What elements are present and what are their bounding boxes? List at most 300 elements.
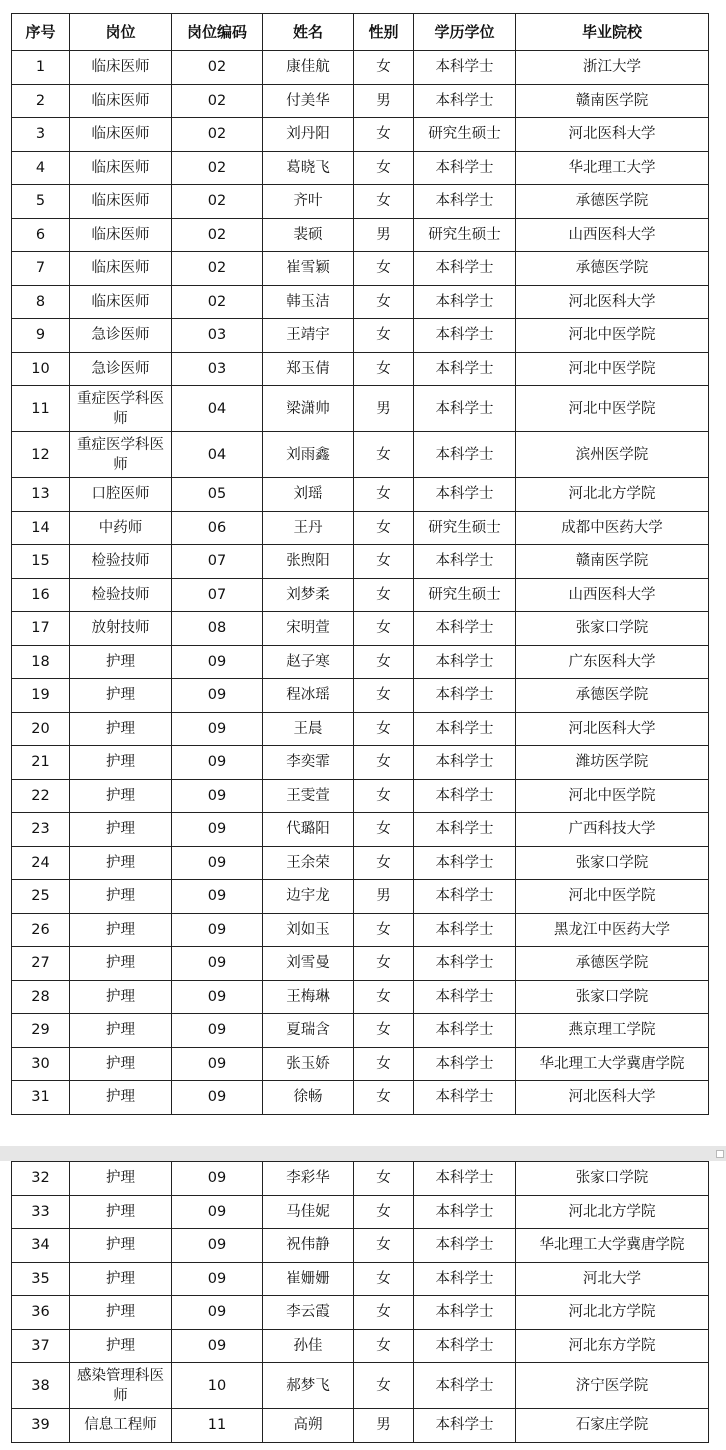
- table-row: [12, 1014, 709, 1048]
- cell-name: 王靖宇: [263, 319, 354, 353]
- cell-name: 郝梦飞: [263, 1363, 354, 1409]
- cell-degree: 本科学士: [414, 1014, 516, 1048]
- cell-post: 感染管理科医师: [70, 1363, 172, 1409]
- cell-index: 13: [12, 478, 70, 512]
- cell-gender: 女: [354, 352, 414, 386]
- cell-gender: 女: [354, 947, 414, 981]
- cell-index: 16: [12, 578, 70, 612]
- cell-school: 河北中医学院: [516, 386, 709, 432]
- cell-index: 37: [12, 1329, 70, 1363]
- table-row: [12, 511, 709, 545]
- cell-name: 张煦阳: [263, 545, 354, 579]
- cell-post-code: 09: [172, 1081, 263, 1115]
- cell-post: 临床医师: [70, 218, 172, 252]
- cell-gender: 女: [354, 980, 414, 1014]
- cell-index: 10: [12, 352, 70, 386]
- cell-school: 河北医科大学: [516, 1081, 709, 1115]
- cell-degree: 本科学士: [414, 1081, 516, 1115]
- cell-degree: 本科学士: [414, 151, 516, 185]
- cell-post-code: 02: [172, 185, 263, 219]
- cell-index: 17: [12, 612, 70, 646]
- cell-post-code: 09: [172, 1329, 263, 1363]
- table-row: [12, 578, 709, 612]
- cell-school: 黑龙江中医药大学: [516, 913, 709, 947]
- cell-post-code: 09: [172, 679, 263, 713]
- cell-index: 29: [12, 1014, 70, 1048]
- cell-degree: 本科学士: [414, 478, 516, 512]
- cell-post: 护理: [70, 980, 172, 1014]
- header-row: [12, 14, 709, 51]
- table-row: [12, 185, 709, 219]
- cell-index: 8: [12, 285, 70, 319]
- cell-gender: 女: [354, 1296, 414, 1330]
- cell-school: 赣南医学院: [516, 545, 709, 579]
- cell-name: 刘瑶: [263, 478, 354, 512]
- cell-school: 河北医科大学: [516, 118, 709, 152]
- cell-index: 19: [12, 679, 70, 713]
- cell-school: 石家庄学院: [516, 1409, 709, 1443]
- cell-degree: 研究生硕士: [414, 511, 516, 545]
- cell-index: 24: [12, 846, 70, 880]
- cell-degree: 本科学士: [414, 545, 516, 579]
- cell-gender: 女: [354, 612, 414, 646]
- cell-index: 3: [12, 118, 70, 152]
- cell-post: 临床医师: [70, 185, 172, 219]
- cell-post: 临床医师: [70, 252, 172, 286]
- cell-post-code: 04: [172, 432, 263, 478]
- cell-school: 华北理工大学冀唐学院: [516, 1229, 709, 1263]
- cell-post-code: 11: [172, 1409, 263, 1443]
- cell-gender: 女: [354, 578, 414, 612]
- cell-post-code: 03: [172, 319, 263, 353]
- cell-index: 34: [12, 1229, 70, 1263]
- cell-school: 河北北方学院: [516, 478, 709, 512]
- table-row: [12, 1296, 709, 1330]
- cell-post-code: 08: [172, 612, 263, 646]
- cell-post: 急诊医师: [70, 319, 172, 353]
- cell-index: 38: [12, 1363, 70, 1409]
- header-cell-school: 毕业院校: [516, 14, 709, 51]
- cell-post: 临床医师: [70, 118, 172, 152]
- cell-post-code: 06: [172, 511, 263, 545]
- cell-post: 检验技师: [70, 545, 172, 579]
- cell-post: 护理: [70, 846, 172, 880]
- cell-school: 济宁医学院: [516, 1363, 709, 1409]
- table-row: [12, 1162, 709, 1196]
- cell-name: 刘雪曼: [263, 947, 354, 981]
- cell-index: 20: [12, 712, 70, 746]
- cell-name: 张玉娇: [263, 1047, 354, 1081]
- cell-post-code: 09: [172, 913, 263, 947]
- table-row: [12, 712, 709, 746]
- table-row: [12, 880, 709, 914]
- cell-school: 承德医学院: [516, 947, 709, 981]
- cell-index: 33: [12, 1195, 70, 1229]
- cell-degree: 本科学士: [414, 1195, 516, 1229]
- cell-degree: 本科学士: [414, 880, 516, 914]
- cell-degree: 本科学士: [414, 846, 516, 880]
- cell-degree: 本科学士: [414, 813, 516, 847]
- cell-name: 齐叶: [263, 185, 354, 219]
- cell-name: 高朔: [263, 1409, 354, 1443]
- cell-name: 夏瑞含: [263, 1014, 354, 1048]
- table-row: [12, 947, 709, 981]
- cell-name: 王梅琳: [263, 980, 354, 1014]
- cell-name: 王晨: [263, 712, 354, 746]
- cell-school: 河北北方学院: [516, 1296, 709, 1330]
- table-row: [12, 779, 709, 813]
- cell-gender: 女: [354, 285, 414, 319]
- cell-post: 护理: [70, 1014, 172, 1048]
- cell-degree: 本科学士: [414, 1162, 516, 1196]
- cell-index: 22: [12, 779, 70, 813]
- cell-post-code: 09: [172, 813, 263, 847]
- table-row: [12, 118, 709, 152]
- cell-gender: 男: [354, 880, 414, 914]
- cell-degree: 本科学士: [414, 612, 516, 646]
- cell-degree: 研究生硕士: [414, 118, 516, 152]
- header-cell-gender: 性别: [354, 14, 414, 51]
- cell-school: 张家口学院: [516, 980, 709, 1014]
- cell-name: 祝伟静: [263, 1229, 354, 1263]
- cell-post-code: 09: [172, 1229, 263, 1263]
- cell-post-code: 04: [172, 386, 263, 432]
- cell-gender: 女: [354, 1329, 414, 1363]
- cell-index: 2: [12, 84, 70, 118]
- cell-post-code: 05: [172, 478, 263, 512]
- cell-school: 河北医科大学: [516, 285, 709, 319]
- roster-table-page-1: [11, 13, 709, 1115]
- cell-post: 护理: [70, 1081, 172, 1115]
- cell-post: 临床医师: [70, 84, 172, 118]
- cell-post: 重症医学科医师: [70, 386, 172, 432]
- cell-name: 刘如玉: [263, 913, 354, 947]
- cell-index: 26: [12, 913, 70, 947]
- cell-gender: 女: [354, 1047, 414, 1081]
- cell-gender: 女: [354, 746, 414, 780]
- table-row: [12, 252, 709, 286]
- cell-index: 23: [12, 813, 70, 847]
- cell-gender: 女: [354, 1014, 414, 1048]
- table-row: [12, 386, 709, 432]
- cell-gender: 女: [354, 813, 414, 847]
- cell-gender: 女: [354, 478, 414, 512]
- cell-name: 崔姗姗: [263, 1262, 354, 1296]
- cell-index: 6: [12, 218, 70, 252]
- cell-school: 潍坊医学院: [516, 746, 709, 780]
- cell-post-code: 09: [172, 846, 263, 880]
- cell-post: 放射技师: [70, 612, 172, 646]
- table-row: [12, 612, 709, 646]
- cell-gender: 女: [354, 779, 414, 813]
- table-row: [12, 319, 709, 353]
- table-row: [12, 1229, 709, 1263]
- cell-school: 河北大学: [516, 1262, 709, 1296]
- cell-post-code: 07: [172, 545, 263, 579]
- cell-name: 王余荣: [263, 846, 354, 880]
- cell-post-code: 09: [172, 1262, 263, 1296]
- table-row: [12, 84, 709, 118]
- cell-gender: 女: [354, 645, 414, 679]
- cell-post: 护理: [70, 746, 172, 780]
- cell-name: 刘丹阳: [263, 118, 354, 152]
- cell-degree: 本科学士: [414, 1329, 516, 1363]
- cell-gender: 女: [354, 1262, 414, 1296]
- cell-name: 程冰瑶: [263, 679, 354, 713]
- cell-school: 承德医学院: [516, 679, 709, 713]
- table-row: [12, 679, 709, 713]
- cell-gender: 女: [354, 511, 414, 545]
- cell-gender: 男: [354, 1409, 414, 1443]
- cell-degree: 本科学士: [414, 432, 516, 478]
- table-row: [12, 1329, 709, 1363]
- table-row: [12, 1081, 709, 1115]
- cell-post: 护理: [70, 1262, 172, 1296]
- cell-name: 刘梦柔: [263, 578, 354, 612]
- cell-gender: 女: [354, 1195, 414, 1229]
- table-row: [12, 746, 709, 780]
- cell-gender: 女: [354, 319, 414, 353]
- cell-index: 5: [12, 185, 70, 219]
- cell-gender: 女: [354, 1363, 414, 1409]
- page-break: [0, 1146, 726, 1161]
- cell-index: 36: [12, 1296, 70, 1330]
- table-row: [12, 813, 709, 847]
- header-cell-post: 岗位: [70, 14, 172, 51]
- cell-post: 护理: [70, 779, 172, 813]
- cell-gender: 女: [354, 252, 414, 286]
- cell-school: 河北北方学院: [516, 1195, 709, 1229]
- cell-index: 14: [12, 511, 70, 545]
- cell-school: 成都中医药大学: [516, 511, 709, 545]
- cell-post: 口腔医师: [70, 478, 172, 512]
- cell-name: 代璐阳: [263, 813, 354, 847]
- cell-gender: 女: [354, 679, 414, 713]
- cell-name: 崔雪颖: [263, 252, 354, 286]
- cell-post-code: 02: [172, 84, 263, 118]
- cell-school: 河北医科大学: [516, 712, 709, 746]
- cell-name: 李彩华: [263, 1162, 354, 1196]
- cell-gender: 女: [354, 913, 414, 947]
- cell-degree: 本科学士: [414, 1409, 516, 1443]
- cell-index: 35: [12, 1262, 70, 1296]
- cell-school: 张家口学院: [516, 846, 709, 880]
- cell-post: 护理: [70, 679, 172, 713]
- cell-degree: 本科学士: [414, 386, 516, 432]
- cell-post-code: 02: [172, 252, 263, 286]
- cell-degree: 研究生硕士: [414, 218, 516, 252]
- cell-school: 山西医科大学: [516, 218, 709, 252]
- cell-gender: 女: [354, 1162, 414, 1196]
- cell-post: 护理: [70, 1296, 172, 1330]
- cell-name: 徐畅: [263, 1081, 354, 1115]
- cell-degree: 本科学士: [414, 1047, 516, 1081]
- cell-gender: 男: [354, 386, 414, 432]
- cell-post-code: 09: [172, 712, 263, 746]
- cell-school: 承德医学院: [516, 252, 709, 286]
- cell-gender: 女: [354, 846, 414, 880]
- table-row: [12, 1047, 709, 1081]
- cell-index: 25: [12, 880, 70, 914]
- cell-school: 河北中医学院: [516, 352, 709, 386]
- cell-degree: 本科学士: [414, 712, 516, 746]
- cell-index: 32: [12, 1162, 70, 1196]
- cell-post: 护理: [70, 813, 172, 847]
- cell-post: 急诊医师: [70, 352, 172, 386]
- cell-post-code: 02: [172, 151, 263, 185]
- cell-index: 1: [12, 51, 70, 85]
- cell-name: 宋明萱: [263, 612, 354, 646]
- cell-post-code: 10: [172, 1363, 263, 1409]
- header-cell-name: 姓名: [263, 14, 354, 51]
- cell-index: 15: [12, 545, 70, 579]
- table-body-page-1: [12, 51, 709, 1115]
- table-row: [12, 545, 709, 579]
- cell-school: 河北中医学院: [516, 779, 709, 813]
- cell-school: 广西科技大学: [516, 813, 709, 847]
- cell-gender: 女: [354, 118, 414, 152]
- cell-post: 护理: [70, 947, 172, 981]
- cell-degree: 本科学士: [414, 285, 516, 319]
- cell-gender: 男: [354, 84, 414, 118]
- cell-name: 付美华: [263, 84, 354, 118]
- cell-degree: 本科学士: [414, 185, 516, 219]
- cell-index: 9: [12, 319, 70, 353]
- cell-post: 临床医师: [70, 151, 172, 185]
- cell-degree: 研究生硕士: [414, 578, 516, 612]
- cell-degree: 本科学士: [414, 1296, 516, 1330]
- cell-school: 承德医学院: [516, 185, 709, 219]
- cell-post: 护理: [70, 645, 172, 679]
- cell-post-code: 09: [172, 947, 263, 981]
- cell-name: 裴硕: [263, 218, 354, 252]
- cell-post: 护理: [70, 1162, 172, 1196]
- cell-school: 河北中医学院: [516, 319, 709, 353]
- cell-degree: 本科学士: [414, 779, 516, 813]
- cell-name: 刘雨鑫: [263, 432, 354, 478]
- cell-name: 郑玉倩: [263, 352, 354, 386]
- cell-gender: 女: [354, 545, 414, 579]
- cell-post-code: 09: [172, 1014, 263, 1048]
- cell-gender: 女: [354, 51, 414, 85]
- cell-degree: 本科学士: [414, 319, 516, 353]
- cell-index: 7: [12, 252, 70, 286]
- cell-school: 张家口学院: [516, 1162, 709, 1196]
- cell-post-code: 02: [172, 218, 263, 252]
- table-row: [12, 1195, 709, 1229]
- cell-post: 护理: [70, 1229, 172, 1263]
- header-cell-post-code: 岗位编码: [172, 14, 263, 51]
- table-row: [12, 1363, 709, 1409]
- table-row: [12, 151, 709, 185]
- cell-post: 护理: [70, 1047, 172, 1081]
- cell-post: 检验技师: [70, 578, 172, 612]
- cell-degree: 本科学士: [414, 679, 516, 713]
- cell-index: 30: [12, 1047, 70, 1081]
- cell-gender: 女: [354, 1081, 414, 1115]
- cell-post: 临床医师: [70, 51, 172, 85]
- cell-post-code: 09: [172, 1296, 263, 1330]
- table-row: [12, 285, 709, 319]
- table-row: [12, 478, 709, 512]
- cell-school: 河北东方学院: [516, 1329, 709, 1363]
- table-row: [12, 913, 709, 947]
- table-body-page-2: [12, 1162, 709, 1443]
- cell-name: 李云霞: [263, 1296, 354, 1330]
- cell-gender: 男: [354, 218, 414, 252]
- header-cell-index: 序号: [12, 14, 70, 51]
- cell-name: 葛晓飞: [263, 151, 354, 185]
- table-row: [12, 51, 709, 85]
- table-row: [12, 218, 709, 252]
- cell-school: 河北中医学院: [516, 880, 709, 914]
- cell-post: 护理: [70, 913, 172, 947]
- table-row: [12, 846, 709, 880]
- cell-index: 28: [12, 980, 70, 1014]
- cell-post-code: 09: [172, 880, 263, 914]
- table-row: [12, 1262, 709, 1296]
- cell-school: 赣南医学院: [516, 84, 709, 118]
- cell-degree: 本科学士: [414, 980, 516, 1014]
- cell-name: 马佳妮: [263, 1195, 354, 1229]
- cell-school: 浙江大学: [516, 51, 709, 85]
- cell-degree: 本科学士: [414, 252, 516, 286]
- table-row: [12, 432, 709, 478]
- cell-gender: 女: [354, 432, 414, 478]
- cell-post: 护理: [70, 880, 172, 914]
- header-cell-degree: 学历学位: [414, 14, 516, 51]
- table-row: [12, 980, 709, 1014]
- cell-post: 临床医师: [70, 285, 172, 319]
- cell-name: 梁潇帅: [263, 386, 354, 432]
- cell-degree: 本科学士: [414, 1363, 516, 1409]
- cell-gender: 女: [354, 1229, 414, 1263]
- cell-school: 山西医科大学: [516, 578, 709, 612]
- cell-degree: 本科学士: [414, 913, 516, 947]
- cell-name: 康佳航: [263, 51, 354, 85]
- cell-gender: 女: [354, 185, 414, 219]
- cell-post-code: 02: [172, 285, 263, 319]
- cell-post: 护理: [70, 1329, 172, 1363]
- cell-school: 滨州医学院: [516, 432, 709, 478]
- cell-index: 4: [12, 151, 70, 185]
- cell-name: 李奕霏: [263, 746, 354, 780]
- cell-post-code: 09: [172, 1047, 263, 1081]
- cell-index: 31: [12, 1081, 70, 1115]
- cell-name: 韩玉洁: [263, 285, 354, 319]
- cell-degree: 本科学士: [414, 947, 516, 981]
- cell-name: 边宇龙: [263, 880, 354, 914]
- cell-school: 燕京理工学院: [516, 1014, 709, 1048]
- cell-post-code: 09: [172, 779, 263, 813]
- cell-degree: 本科学士: [414, 84, 516, 118]
- table-row: [12, 1409, 709, 1443]
- cell-index: 11: [12, 386, 70, 432]
- cell-name: 王雯萱: [263, 779, 354, 813]
- cell-school: 张家口学院: [516, 612, 709, 646]
- cell-post-code: 09: [172, 645, 263, 679]
- cell-degree: 本科学士: [414, 746, 516, 780]
- cell-post-code: 02: [172, 118, 263, 152]
- cell-post-code: 02: [172, 51, 263, 85]
- cell-post-code: 03: [172, 352, 263, 386]
- cell-index: 12: [12, 432, 70, 478]
- cell-post-code: 09: [172, 1162, 263, 1196]
- cell-post: 护理: [70, 1195, 172, 1229]
- cell-degree: 本科学士: [414, 1229, 516, 1263]
- cell-post-code: 09: [172, 980, 263, 1014]
- cell-school: 广东医科大学: [516, 645, 709, 679]
